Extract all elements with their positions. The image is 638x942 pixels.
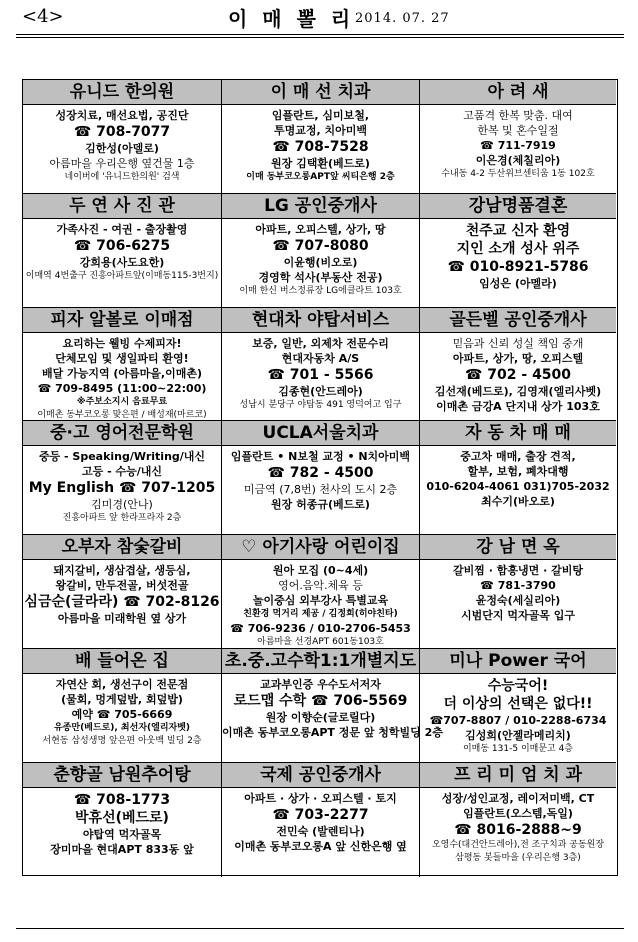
bulletin-title: 이 매 뽈 리 [228, 7, 355, 31]
ad-title: 국제 공인중개사 [222, 763, 419, 788]
ad-body [23, 333, 221, 422]
ad-title: 아 려 새 [420, 80, 616, 105]
ad-line: ※주보소지시 음료무료 [76, 396, 168, 407]
ad-body [222, 788, 419, 854]
ad-cell [420, 308, 616, 422]
ad-line: 임플란트 • N보철 교정 • N치아미백 [230, 450, 411, 464]
ad-line: 믿음과 신뢰 성실 책임 중개 [452, 336, 584, 350]
ad-title: 프 리 미 엄 치 과 [420, 763, 616, 788]
ad-line: 천주교 신자 환영 [465, 222, 571, 239]
ad-line: 수능국어! [487, 678, 549, 694]
ad-body [420, 674, 616, 756]
ad-body [420, 105, 616, 181]
ad-line: 이매 동부코오롱APT앞 씨티은행 2층 [246, 172, 395, 182]
ad-cell [222, 421, 420, 535]
ad-line: 김미경(안나) [91, 498, 153, 512]
ad-cell [222, 80, 420, 194]
page-number: <4> [22, 6, 64, 27]
ad-line: 윤정숙(세실리아) [475, 594, 561, 608]
ad-line: 요리하는 웰빙 수제피자! [62, 336, 182, 350]
ad-line: 성장치료, 매선요법, 공진단 [55, 109, 189, 122]
ad-line: 할부, 보험, 폐차대행 [467, 465, 569, 479]
ad-line: 이매촌 동부코오롱 맞은편 / 배성재(마르코) [37, 409, 207, 420]
ad-line: 전민숙 (발렌티나) [276, 824, 365, 838]
ad-line: 심금순(글라라) ☎ 702-8126 [24, 594, 220, 611]
ad-title: 현대차 야탑서비스 [222, 308, 419, 333]
ad-line: 갈비찜 · 함흥냉면 · 갈비탕 [453, 564, 583, 578]
ad-cell [420, 421, 616, 535]
ad-line: ☎ 706-6275 [73, 237, 171, 254]
ad-cell [222, 194, 420, 308]
ad-line: 원아 모집 (0~4세) [272, 564, 369, 578]
ad-title: 오부자 참숯갈비 [23, 535, 221, 560]
ad-line: 보증, 일반, 외제차 전문수리 [252, 336, 389, 350]
ad-line: ☎ 708-1773 [73, 791, 171, 808]
ad-line: 서현동 삼성생명 앞은편 아웃백 빌딩 2층 [42, 736, 202, 746]
ad-line: 단체모임 및 생일파티 환영! [55, 351, 189, 365]
ad-line: 원장 김택환(베드로) [271, 157, 370, 170]
ad-title: LG 공인중개사 [222, 194, 419, 219]
ad-body [222, 560, 419, 649]
ad-line: 중고차 매매, 출장 견적, [460, 450, 576, 464]
ad-line: 네이버에 '유니드한의원' 검색 [64, 172, 180, 182]
issue-date: 2014. 07. 27 [355, 11, 450, 26]
ad-title: 유니드 한의원 [23, 80, 221, 105]
ad-line: 이매촌 금강A 단지내 상가 103호 [436, 399, 600, 413]
ad-line: 자연산 회, 생선구이 전문점 [55, 678, 189, 691]
ad-cell [23, 763, 222, 877]
ad-cell [23, 80, 222, 194]
ad-line: 이매촌 동부코오롱APT 정문 앞 청학빌딩 2층 [222, 726, 443, 739]
ad-line: 아름마을 우리은행 옆건물 1층 [49, 157, 195, 170]
ad-title: 춘향골 남원추어탕 [23, 763, 221, 788]
ad-line: 이매촌 동부코오롱A 앞 신한은행 옆 [234, 839, 407, 853]
ad-line: 박휴선(베드로) [75, 809, 169, 826]
ad-cell [222, 763, 420, 877]
ad-line: 아파트 · 상가 · 오피스텔 · 토지 [244, 791, 397, 805]
ad-title: 피자 알볼로 이매점 [23, 308, 221, 333]
ad-line: 지인 소개 성사 위주 [456, 240, 580, 257]
ad-body [222, 219, 419, 298]
ad-line: 현대자동차 A/S [281, 351, 360, 365]
ad-line: 시범단지 먹자골목 입구 [461, 609, 575, 623]
ad-line: 수내동 4-2 두산위브센티움 1동 102호 [441, 169, 595, 179]
ad-body [420, 788, 616, 865]
ad-line: ☎ 010-8921-5786 [447, 258, 589, 275]
ad-line: 장미마을 현대APT 833동 앞 [50, 842, 194, 856]
ad-line: 성장/성인교정, 레이저미백, CT [441, 791, 595, 805]
ad-line: 이은경(체칠리아) [475, 154, 561, 167]
ad-title: 초.중.고수학1:1개별지도 [222, 649, 419, 674]
ad-title: 자 동 차 매 매 [420, 421, 616, 446]
ad-line: 김한성(아델로) [85, 142, 159, 155]
header-rule-2 [16, 37, 624, 38]
ad-line: 김성희(안젤라메리치) [465, 729, 571, 742]
ad-line: ☎ 708-7077 [73, 124, 171, 140]
ad-line: 이매동 131-5 이매문고 4층 [462, 744, 573, 754]
ad-line: ☎ 706-9236 / 010-2706-5453 [230, 622, 411, 636]
ad-body [222, 105, 419, 184]
ad-body [420, 446, 616, 509]
ad-line: 교과부인증 우수도서저자 [260, 678, 381, 691]
ad-cell [23, 421, 222, 535]
ad-line: 왕갈비, 만두전골, 버섯전골 [55, 579, 189, 593]
ad-body [23, 788, 221, 857]
ad-line: 이매역 4번출구 진흥아파트앞(이매동115-3번지) [25, 270, 219, 281]
ad-cell [420, 535, 616, 649]
header-rule [16, 34, 624, 35]
ad-line: 이매 한신 버스정류장 LG에클라트 103호 [239, 285, 402, 296]
ad-line: 투명교정, 치아미백 [273, 124, 367, 137]
ad-line: 영어.음악.체육 등 [278, 579, 363, 593]
ad-line: ☎ 8016-2888~9 [454, 821, 582, 838]
ad-body [23, 674, 221, 748]
footer-rule [16, 928, 624, 929]
ad-line: ☎ 707-8080 [272, 237, 369, 254]
ad-line: ☎ 708-7528 [272, 139, 369, 155]
ad-line: 강희용(사도요한) [79, 255, 165, 269]
ad-line: 예약 ☎ 705-6669 [71, 708, 173, 721]
ad-line: 원장 이향순(글로릴다) [265, 711, 376, 724]
ad-cell [222, 308, 420, 422]
ad-line: ☎ 781-3790 [480, 579, 556, 593]
ad-line: 친환경 먹거리 제공 / 김정희(히야친타) [243, 609, 398, 620]
ad-line: 야탑역 먹자골목 [82, 827, 162, 841]
ad-line: 돼지갈비, 생삼겹살, 생등심, [53, 564, 191, 578]
ad-body [420, 219, 616, 291]
ad-line: 고등 - 수능/내신 [82, 465, 162, 479]
ad-body [23, 219, 221, 283]
ad-cell [222, 649, 443, 763]
ad-line: 미금역 (7,8번) 천사의 도시 2층 [243, 483, 398, 497]
ad-title: 배 들어온 집 [23, 649, 221, 674]
ad-line: 김선재(베드로), 김영재(엘리사벳) [434, 384, 602, 398]
ad-body [23, 105, 221, 184]
ad-line: 경영학 석사(부동산 전공) [258, 270, 383, 284]
ad-line: (물회, 멍게덮밥, 회덮밥) [61, 693, 183, 706]
ad-line: 배달 가능지역 (아름마을,이매촌) [41, 366, 203, 380]
ad-line: 고품격 한복 맞춤. 대여 [463, 109, 573, 122]
ad-line: 임플란트, 심미보철, [271, 109, 370, 122]
ad-body [222, 446, 419, 512]
ad-cell [23, 194, 222, 308]
ad-line: 오영수(대건안드레아),전 조구치과 공동원장 [431, 839, 605, 850]
ad-line: 삼평동 봇들마을 (우리은행 3층) [455, 852, 581, 863]
ad-cell [23, 535, 222, 649]
ad-line: 가족사진 - 여권 - 출장촬영 [56, 222, 188, 236]
ad-line: ☎ 703-2277 [272, 806, 369, 823]
ad-line: My English ☎ 707-1205 [28, 480, 216, 497]
ad-line: 010-6204-4061 031)705-2032 [426, 480, 610, 494]
ad-line: 한복 및 혼수일절 [477, 124, 559, 137]
ad-cell [222, 535, 420, 649]
ad-line: 임플란트(오스템,독일) [463, 806, 573, 820]
ad-line: ☎ 709-8495 (11:00~22:00) [37, 381, 207, 395]
ad-line: 더 이상의 선택은 없다!! [443, 696, 593, 712]
ad-line: 임성은 (아멜라) [479, 276, 557, 290]
ad-line: 놀이중심 외부강사 특별교육 [252, 594, 389, 608]
ad-title: 미나 Power 국어 [420, 649, 616, 674]
ad-cell [23, 649, 222, 763]
ad-body [420, 560, 616, 623]
ad-line: 아파트, 상가, 땅, 오피스텔 [452, 351, 584, 365]
ad-line: 로드맵 수학 ☎ 706-5569 [233, 693, 408, 709]
ad-title: 강 남 면 옥 [420, 535, 616, 560]
ad-cell [420, 649, 616, 763]
ad-title: 두 연 사 진 관 [23, 194, 221, 219]
ad-title: ♡ 아기사랑 어린이집 [222, 535, 419, 560]
ad-line: 아름마을 선경APT 601동103호 [257, 637, 384, 648]
ad-line: ☎ 701 - 5566 [267, 366, 374, 383]
ad-cell [420, 763, 616, 877]
ad-line: ☎707-8807 / 010-2288-6734 [429, 714, 607, 727]
ad-line: 진흥아파트 앞 한라프라자 2층 [62, 513, 182, 524]
ad-body [420, 333, 616, 414]
ad-title: 강남명품결혼 [420, 194, 616, 219]
ad-cell [420, 80, 616, 194]
ad-title: 골든벨 공인중개사 [420, 308, 616, 333]
ad-line: ☎ 782 - 4500 [267, 465, 374, 482]
ad-cell [23, 308, 222, 422]
ad-line: ☎ 702 - 4500 [464, 366, 572, 383]
ad-body [222, 674, 443, 740]
ad-line: 아름마을 미래학원 옆 상가 [57, 612, 187, 626]
ad-body [23, 446, 221, 525]
ad-body [222, 333, 419, 412]
ad-line: 이윤행(비오로) [283, 255, 358, 269]
ad-title: 이 매 선 치과 [222, 80, 419, 105]
ad-line: 유종만(베드로), 최선자(엘리자벳) [53, 723, 191, 733]
ad-cell [420, 194, 616, 308]
ad-title: UCLA서울치과 [222, 421, 419, 446]
ad-line: 중등 - Speaking/Writing/내신 [38, 450, 206, 464]
ad-line: 원장 허종규(베드로) [271, 498, 370, 512]
ad-body [23, 560, 221, 626]
ad-line: 성남시 분당구 야탑동 491 영덕여고 입구 [239, 399, 402, 410]
ad-title: 중·고 영어전문학원 [23, 421, 221, 446]
ad-line: ☎ 711-7919 [480, 139, 556, 152]
ad-grid [22, 79, 618, 876]
ad-line: 아파트, 오피스텔, 상가, 땅 [255, 222, 386, 236]
ad-line: 김종현(안드레아) [278, 384, 363, 398]
ad-line: 최수기(바오로) [481, 495, 555, 509]
